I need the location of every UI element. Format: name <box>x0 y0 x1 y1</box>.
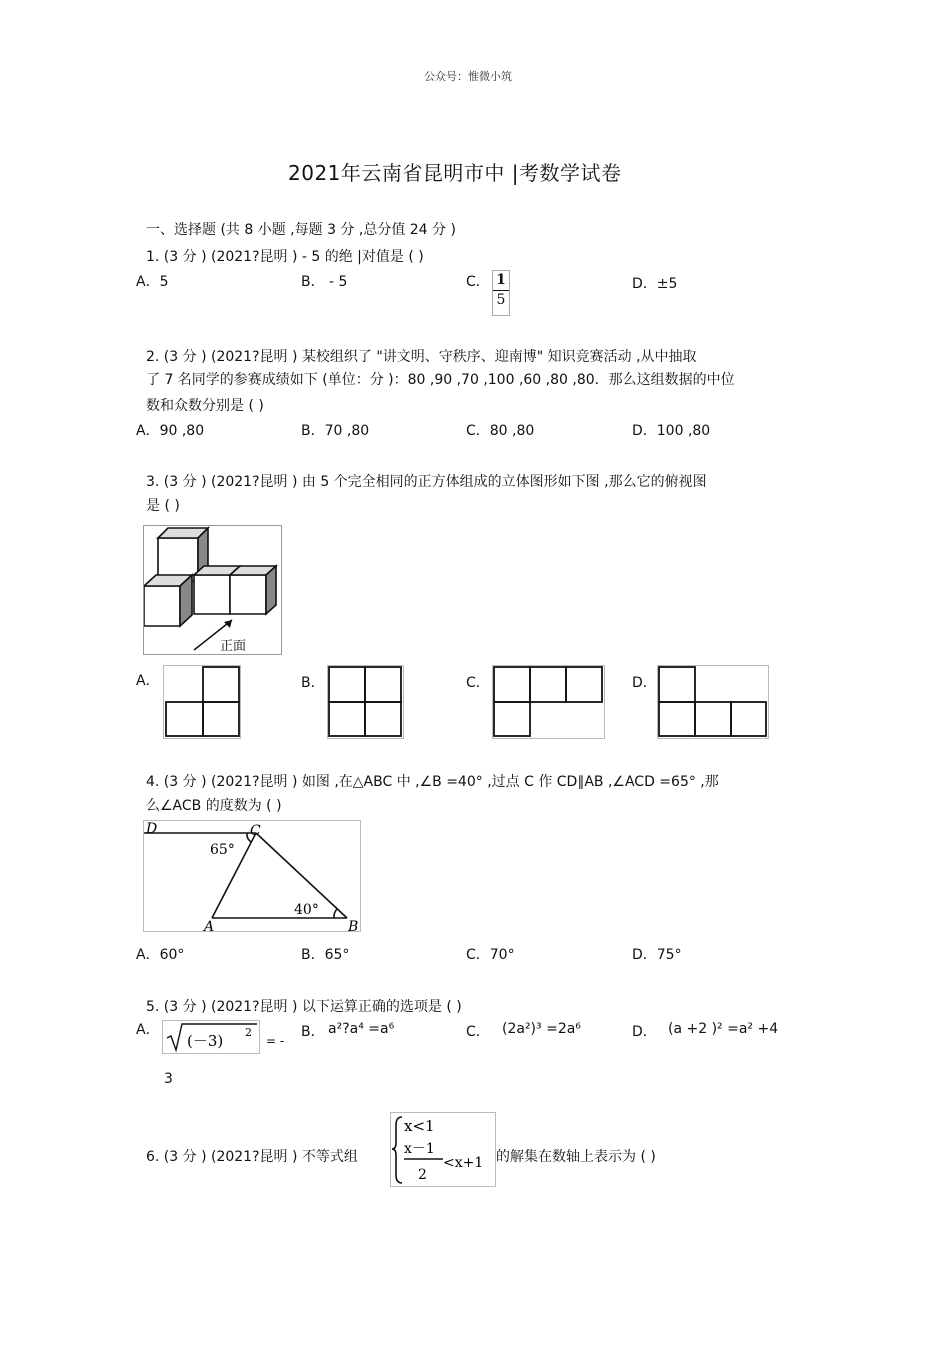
q3-option-b: B． <box>301 675 325 691</box>
section-heading: 一、选择题 (共 8 小题 ,每题 3 分 ,总分值 24 分 ) <box>146 222 456 238</box>
q4-line1: 4. (3 分 ) (2021?昆明 ) 如图 ,在△ABC 中 ,∠B =40° ,过点 C 作 CD∥AB ,∠ACD =65° ,那 <box>146 774 719 790</box>
front-label: 正面 <box>220 639 247 654</box>
q5-stem: 5. (3 分 ) (2021?昆明 ) 以下运算正确的选项是 ( ) <box>146 999 462 1015</box>
q1-fraction <box>492 270 510 316</box>
q2-option-b: B．70 ,80 <box>301 423 370 439</box>
q6-ineq2-rhs: <x+1 <box>443 1155 484 1171</box>
label-a: A <box>204 919 215 931</box>
q3-option-c: C． <box>466 675 490 691</box>
q1-option-b: B． - 5 <box>301 274 348 290</box>
q2-option-a: A．90 ,80 <box>136 423 205 439</box>
q2-option-d: D．100 ,80 <box>632 423 711 439</box>
label-d: D <box>146 821 158 837</box>
q5-option-a-cont: 3 <box>164 1071 173 1087</box>
q4-option-d: D．75° <box>632 947 682 963</box>
q4-triangle-figure <box>143 820 361 932</box>
q6-ineq1: x<1 <box>404 1117 435 1135</box>
q5-sqrt-exponent: 2 <box>245 1026 252 1039</box>
q5-option-b: B． <box>301 1024 325 1040</box>
q2-line3: 数和众数分别是 ( ) <box>146 398 264 414</box>
q5-option-c: C． <box>466 1024 490 1040</box>
q3-option-a: A． <box>136 673 160 689</box>
q6-inequality-system <box>390 1112 496 1187</box>
q5-sqrt-expression <box>162 1020 260 1054</box>
q1-stem: 1. (3 分 ) (2021?昆明 ) - 5 的绝 |对值是 ( ) <box>146 249 424 265</box>
page-title: 2021年云南省昆明市中 |考数学试卷 <box>288 161 622 185</box>
q5-sqrt-inner: (－3) <box>187 1032 224 1050</box>
q3-option-d: D． <box>632 675 657 691</box>
q3-view-a <box>163 665 241 739</box>
page-header: 公众号：惟微小筑 <box>424 70 512 83</box>
q6-stem-post: 的解集在数轴上表示为 ( ) <box>496 1149 656 1165</box>
q1-fraction-numerator: 1 <box>493 271 509 291</box>
q5-option-a-eq: = - <box>266 1034 285 1048</box>
q3-view-c <box>492 665 605 739</box>
q5-option-d-expr: (a +2 )² =a² +4 <box>668 1021 779 1037</box>
label-b: B <box>348 919 359 931</box>
q3-line2: 是 ( ) <box>146 498 180 514</box>
q2-option-c: C．80 ,80 <box>466 423 535 439</box>
q2-line2: 了 7 名同学的参赛成绩如下 (单位：分 )：80 ,90 ,70 ,100 ,60 ,80 ,80．那么这组数据的中位 <box>146 372 735 388</box>
q6-ineq2-num: x－1 <box>404 1141 435 1157</box>
q1-option-d: D．±5 <box>632 276 678 292</box>
q1-option-c: C． <box>466 274 490 290</box>
q4-option-a: A．60° <box>136 947 185 963</box>
q3-view-b <box>327 665 404 739</box>
label-c: C <box>250 823 261 839</box>
angle-b-label: 40° <box>294 902 319 918</box>
q5-option-a: A． <box>136 1022 160 1038</box>
angle-c-label: 65° <box>210 842 235 858</box>
q4-line2: 么∠ACB 的度数为 ( ) <box>146 798 282 814</box>
q5-option-c-expr: (2a²)³ =2a⁶ <box>502 1021 581 1037</box>
q6-ineq2-den: 2 <box>418 1167 427 1183</box>
q3-solid-figure <box>143 525 282 655</box>
q4-option-b: B．65° <box>301 947 350 963</box>
q2-line1: 2. (3 分 ) (2021?昆明 ) 某校组织了 "讲文明、守秩序、迎南博" 知识竞赛活动 ,从中抽取 <box>146 349 697 365</box>
q3-view-d <box>657 665 769 739</box>
q1-fraction-denominator: 5 <box>496 292 506 308</box>
q1-option-a: A．5 <box>136 274 169 290</box>
q5-option-d: D． <box>632 1024 657 1040</box>
q4-option-c: C．70° <box>466 947 515 963</box>
q5-option-b-expr: a²?a⁴ =a⁶ <box>328 1021 395 1037</box>
q6-stem-pre: 6. (3 分 ) (2021?昆明 ) 不等式组 <box>146 1149 358 1165</box>
q3-line1: 3. (3 分 ) (2021?昆明 ) 由 5 个完全相同的正方体组成的立体图形如下图 ,那么它的俯视图 <box>146 474 707 490</box>
